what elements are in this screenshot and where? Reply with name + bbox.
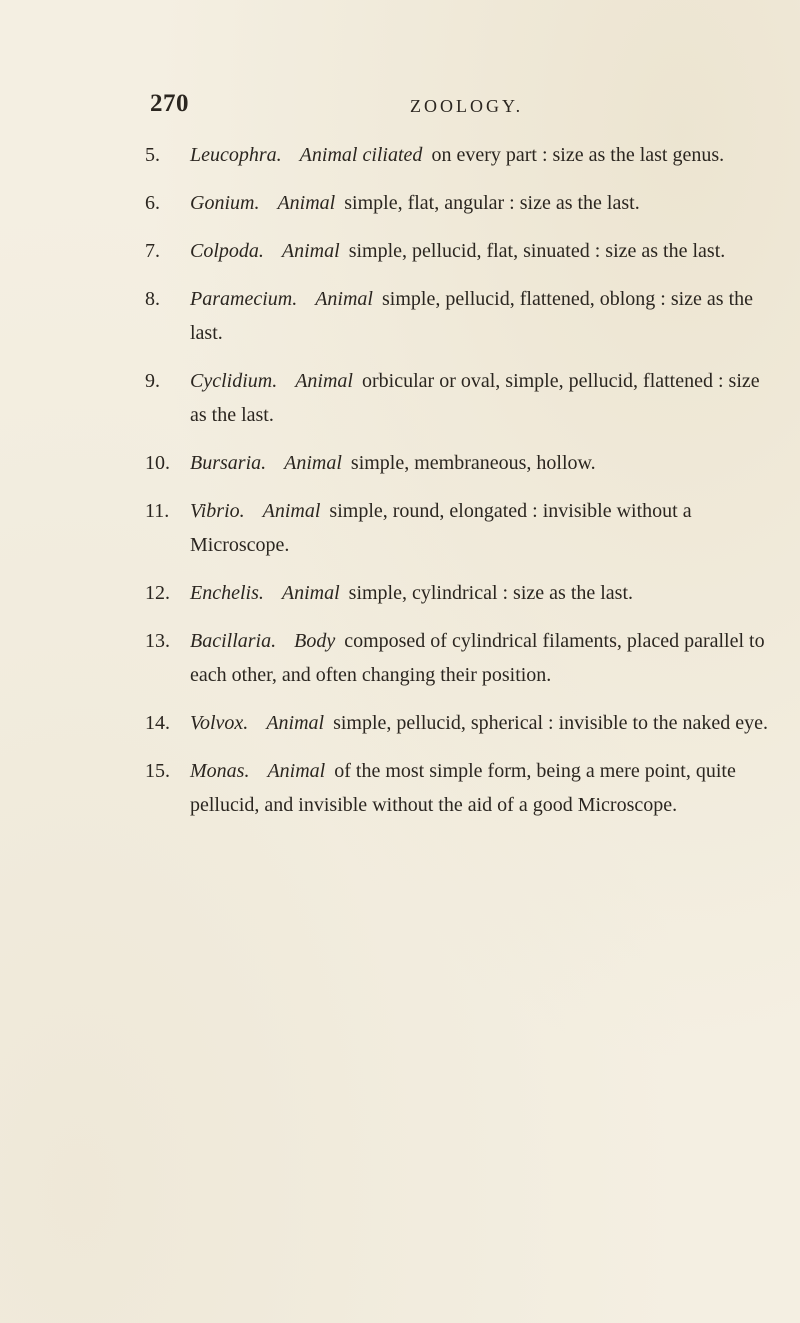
page-header (150, 90, 750, 130)
entry-lead-word: Animal (281, 240, 340, 262)
entry-number: 11. (145, 500, 170, 522)
genus-name: Vibrio. (190, 500, 245, 522)
genus-entry-13 (145, 624, 775, 692)
entry-description: simple, flat, angular : size as the last. (344, 192, 640, 214)
entry-description: orbicular or oval, simple, pellucid, flattened : size as the last. (190, 370, 760, 426)
entry-number: 10. (145, 452, 170, 474)
entry-description: simple, membraneous, hollow. (350, 452, 596, 474)
entry-lead-word: Body (294, 630, 336, 652)
entry-number: 8. (145, 288, 160, 310)
entry-lead-word: Animal (262, 500, 321, 522)
entry-number: 9. (145, 370, 160, 392)
entry-lead-word: Animal (284, 452, 342, 474)
genus-entry-8 (145, 282, 775, 350)
genus-entry-5 (145, 138, 775, 172)
entry-description: on every part : size as the last genus. (431, 144, 725, 166)
entry-number: 6. (145, 192, 160, 214)
entry-lead-word: Animal (277, 192, 336, 214)
genus-list (145, 138, 775, 836)
genus-name: Monas. (190, 760, 250, 782)
entry-number: 13. (145, 630, 170, 652)
genus-entry-9 (145, 364, 775, 432)
genus-name: Paramecium. (190, 288, 298, 310)
entry-lead-word: Animal (267, 760, 326, 782)
genus-name: Bacillaria. (190, 630, 277, 652)
genus-entry-12 (145, 576, 775, 610)
genus-name: Volvox. (190, 712, 249, 734)
entry-description: simple, pellucid, spherical : invisible to the naked eye. (333, 712, 768, 734)
genus-name: Gonium. (190, 192, 260, 214)
entry-description: simple, cylindrical : size as the last. (348, 582, 634, 604)
entry-number: 15. (145, 760, 170, 782)
genus-entry-6 (145, 186, 775, 220)
genus-name: Colpoda. (190, 240, 264, 262)
entry-number: 7. (145, 240, 160, 262)
page-number: 270 (150, 90, 189, 117)
entry-description: composed of cylindrical filaments, placed parallel to each other, and often changing their position. (190, 630, 765, 686)
entry-lead-word: Animal (266, 712, 325, 734)
running-head: ZOOLOGY. (410, 96, 524, 116)
genus-name: Bursaria. (190, 452, 267, 474)
genus-entry-7 (145, 234, 775, 268)
entry-number: 12. (145, 582, 170, 604)
entry-description: of the most simple form, being a mere point, quite pellucid, and invisible without the aid of a good Microscope. (190, 760, 736, 816)
genus-name: Cyclidium. (190, 370, 278, 392)
genus-entry-11 (145, 494, 775, 562)
entry-lead-word: Animal (295, 370, 353, 392)
entry-number: 14. (145, 712, 170, 734)
genus-name: Leucophra. (190, 144, 282, 166)
entry-number: 5. (145, 144, 160, 166)
genus-entry-15 (145, 754, 775, 822)
entry-description: simple, pellucid, flattened, oblong : size as the last. (190, 288, 753, 344)
entry-description: simple, round, elongated : invisible without a Microscope. (190, 500, 692, 556)
entry-description: simple, pellucid, flat, sinuated : size as the last. (348, 240, 726, 262)
entry-lead-word: Animal (315, 288, 373, 310)
entry-lead-word: Animal ciliated (299, 144, 423, 166)
genus-name: Enchelis. (190, 582, 264, 604)
entry-lead-word: Animal (281, 582, 340, 604)
genus-entry-14 (145, 706, 775, 740)
genus-entry-10 (145, 446, 775, 480)
